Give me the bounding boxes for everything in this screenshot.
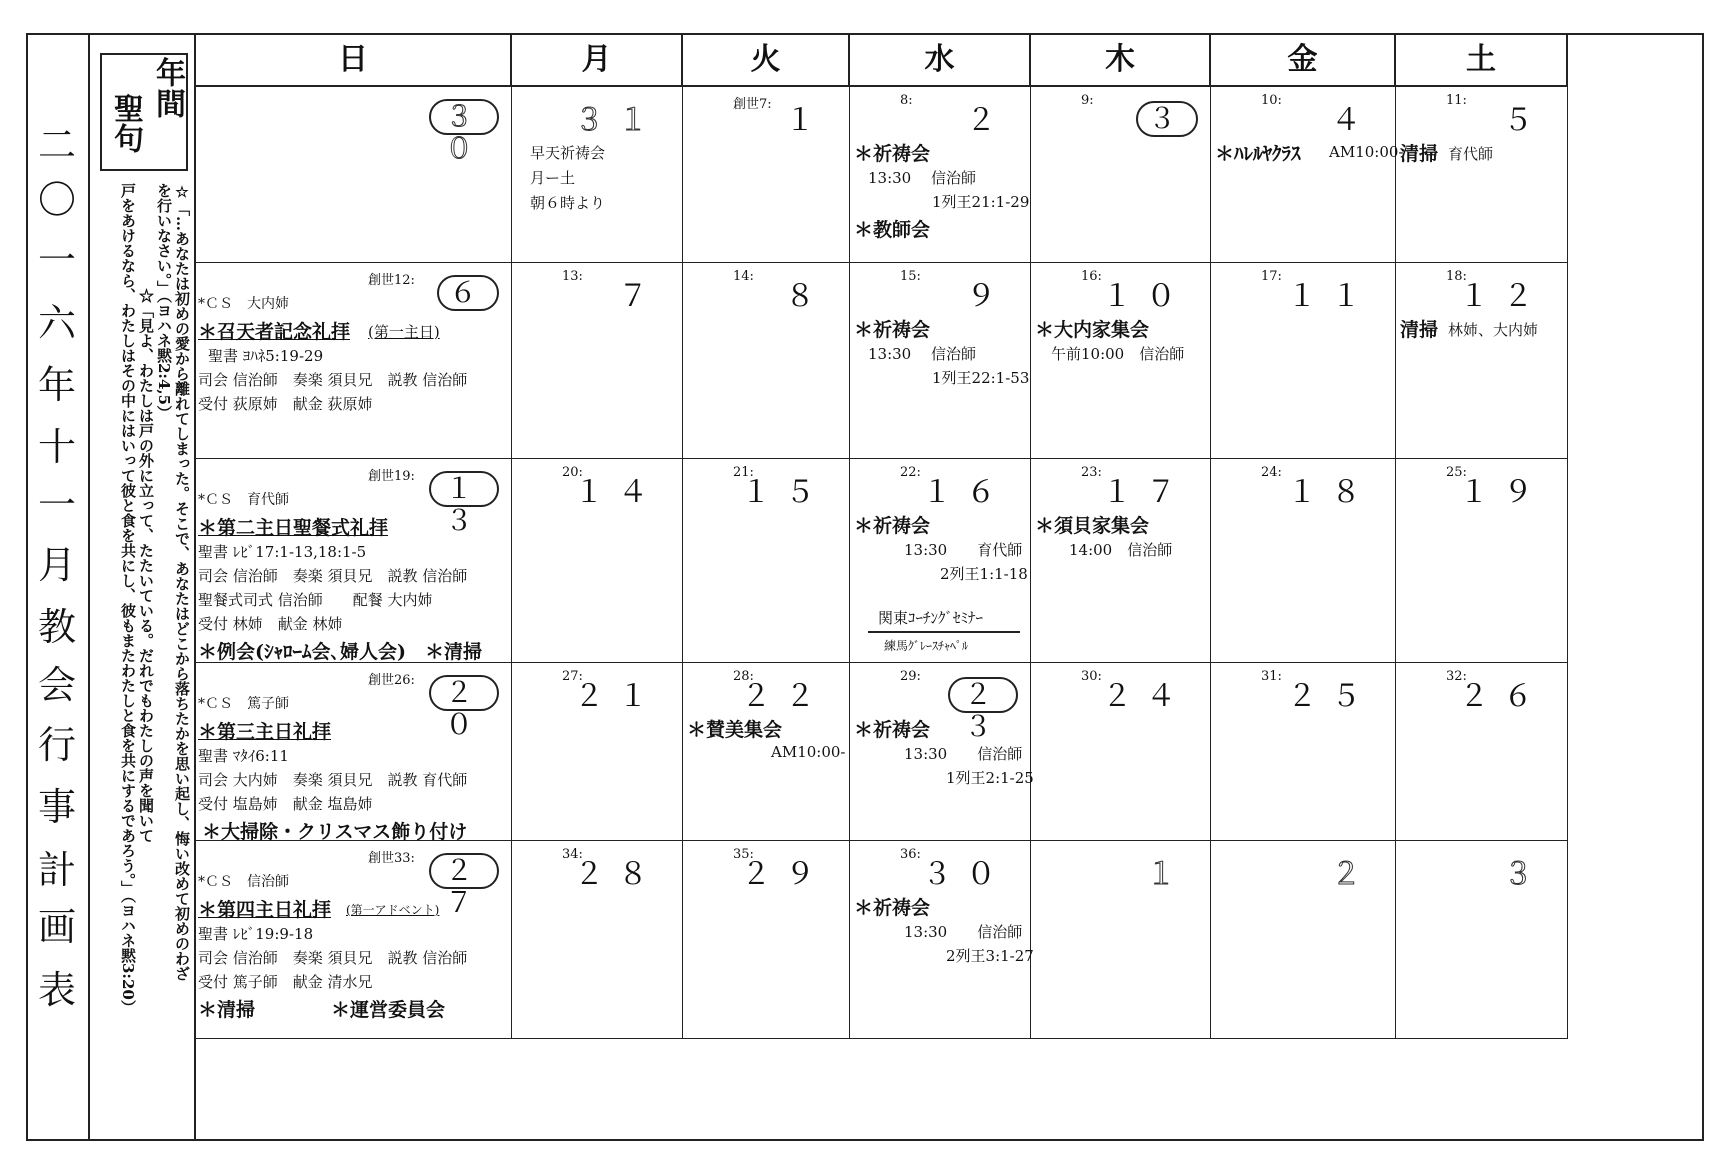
circled-date-number: ３ bbox=[1136, 101, 1198, 137]
day-cell bbox=[850, 663, 1034, 841]
day-cell bbox=[850, 841, 1034, 1039]
title-char: 六 bbox=[37, 301, 76, 345]
event-text: 聖書 ﾏﾀｲ6:11 bbox=[198, 747, 289, 765]
date-number: ５ bbox=[1503, 103, 1547, 138]
event-text: 司会 信治師 奏楽 須貝兄 説教 信治師 bbox=[198, 567, 468, 585]
circled-date-number: ２３ bbox=[948, 677, 1018, 713]
date-number: ３１ bbox=[574, 103, 662, 138]
day-cell bbox=[683, 459, 850, 663]
date-number: １１ bbox=[1287, 279, 1375, 314]
date-number: １９ bbox=[1459, 475, 1547, 510]
genesis-reading-label: 11: bbox=[1446, 93, 1467, 108]
date-number: ２４ bbox=[1102, 679, 1190, 714]
day-cell bbox=[683, 87, 850, 263]
event-text: 育代師 bbox=[1448, 145, 1494, 163]
day-cell bbox=[1211, 841, 1396, 1039]
day-cell bbox=[1211, 87, 1404, 263]
event-text: 1列王2:1-25 bbox=[946, 769, 1034, 787]
date-number: １ bbox=[1146, 857, 1190, 892]
event-text: 13:30 信治師 bbox=[868, 169, 976, 187]
date-number: １２ bbox=[1459, 279, 1547, 314]
date-number: ２ bbox=[966, 103, 1010, 138]
date-number: ９ bbox=[966, 279, 1010, 314]
event-text: (第一アドベント) bbox=[346, 903, 440, 917]
day-cell bbox=[1396, 663, 1568, 841]
verse-line-4: 戸をあけるなら、わたしはその中にはいって彼と食を共にし、彼もまたわたしと食を共にするであろう。」（ヨハネ黙3:20） bbox=[119, 183, 137, 1015]
date-number: ２６ bbox=[1459, 679, 1547, 714]
day-cell bbox=[683, 841, 850, 1039]
annual-verse-label bbox=[100, 53, 188, 171]
event-text: 聖書 ﾚﾋﾞ19:9-18 bbox=[198, 925, 314, 943]
genesis-reading-label: 22: bbox=[900, 465, 921, 480]
day-cell bbox=[512, 263, 683, 459]
event-text: *ＣＳ 育代師 bbox=[198, 492, 289, 508]
verse-line-2: を行いなさい。」（ヨハネ黙2:4,5） bbox=[155, 183, 173, 421]
day-cell bbox=[512, 663, 683, 841]
vertical-title bbox=[28, 35, 90, 1139]
event-text: 13:30 信治師 bbox=[904, 745, 1023, 763]
event-text: 清掃 bbox=[1400, 143, 1439, 165]
genesis-reading-label: 23: bbox=[1081, 465, 1102, 480]
genesis-reading-label: 9: bbox=[1081, 93, 1094, 108]
event-text: AM10:00- bbox=[771, 743, 846, 761]
date-number: １０ bbox=[1102, 279, 1190, 314]
event-text: 午前10:00 信治師 bbox=[1051, 345, 1185, 363]
date-number: ２８ bbox=[574, 857, 662, 892]
event-text: AM10:00- bbox=[1329, 143, 1404, 161]
circled-date-number: ６ bbox=[437, 275, 499, 311]
day-cell bbox=[512, 87, 683, 263]
day-cell bbox=[1396, 87, 1568, 263]
annual-verse-column bbox=[90, 35, 196, 1139]
event-text: 司会 大内姉 奏楽 須貝兄 説教 育代師 bbox=[198, 771, 468, 789]
event-text: ＊祈祷会 bbox=[854, 143, 931, 165]
genesis-reading-label: 28: bbox=[733, 669, 754, 684]
genesis-reading-label: 30: bbox=[1081, 669, 1102, 684]
day-cell bbox=[1031, 87, 1211, 263]
title-char: 教 bbox=[37, 605, 76, 649]
event-text: 受付 林姉 献金 林姉 bbox=[198, 615, 343, 633]
date-number: ３０ bbox=[922, 857, 1010, 892]
date-number: ３ bbox=[1503, 857, 1547, 892]
event-text: 聖書 ﾚﾋﾞ17:1-13,18:1-5 bbox=[198, 543, 367, 561]
day-cell bbox=[1031, 663, 1211, 841]
event-text: 受付 塩島姉 献金 塩島姉 bbox=[198, 795, 373, 813]
date-number: ２１ bbox=[574, 679, 662, 714]
day-cell bbox=[196, 263, 512, 459]
event-text: 13:30 育代師 bbox=[904, 541, 1023, 559]
weekday-header: 土 bbox=[1396, 35, 1568, 87]
day-cell bbox=[683, 663, 850, 841]
event-text: 14:00 信治師 bbox=[1069, 541, 1173, 559]
day-cell bbox=[1031, 459, 1211, 663]
date-number: ２９ bbox=[741, 857, 829, 892]
event-text: ＊召天者記念礼拝 bbox=[198, 321, 351, 343]
date-number: ２２ bbox=[741, 679, 829, 714]
genesis-reading-label: 16: bbox=[1081, 269, 1102, 284]
genesis-reading-label: 14: bbox=[733, 269, 754, 284]
event-text: 司会 信治師 奏楽 須貝兄 説教 信治師 bbox=[198, 949, 468, 967]
day-cell bbox=[850, 87, 1031, 263]
genesis-reading-label: 17: bbox=[1261, 269, 1282, 284]
weekday-header: 火 bbox=[683, 35, 850, 87]
event-text: 聖餐式司式 信治師 配餐 大内姉 bbox=[198, 591, 433, 609]
event-text: 1列王21:1-29 bbox=[932, 193, 1030, 211]
verse-line-3: ☆「見よ、わたしは戸の外に立って、たたいている。だれでもわたしの声を聞いて bbox=[137, 183, 155, 843]
event-text: ＊ﾊﾚﾙﾔｸﾗｽ bbox=[1215, 143, 1301, 165]
title-char: 事 bbox=[37, 785, 76, 829]
event-text: *ＣＳ 大内姉 bbox=[198, 296, 289, 312]
event-text: ＊第四主日礼拝 bbox=[198, 899, 332, 921]
weekday-header: 日 bbox=[196, 35, 512, 87]
weekday-header: 月 bbox=[512, 35, 683, 87]
event-text: ＊第三主日礼拝 bbox=[198, 721, 332, 743]
date-number: ７ bbox=[618, 279, 662, 314]
title-char: 〇 bbox=[37, 178, 76, 222]
event-text: 13:30 信治師 bbox=[904, 923, 1023, 941]
event-text: 早天祈祷会 bbox=[530, 144, 606, 162]
event-text: 司会 信治師 奏楽 須貝兄 説教 信治師 bbox=[198, 371, 468, 389]
title-char: 会 bbox=[37, 663, 76, 707]
genesis-reading-label: 13: bbox=[562, 269, 583, 284]
title-char: 一 bbox=[37, 238, 76, 282]
circled-date-number: ２０ bbox=[429, 675, 499, 711]
genesis-reading-label: 27: bbox=[562, 669, 583, 684]
genesis-reading-label: 創世19: bbox=[368, 469, 415, 484]
weekday-header: 水 bbox=[850, 35, 1031, 87]
genesis-reading-label: 36: bbox=[900, 847, 921, 862]
event-text: ＊大内家集会 bbox=[1035, 319, 1150, 341]
date-number: １ bbox=[785, 103, 829, 138]
event-text: 林姉、大内姉 bbox=[1448, 321, 1539, 339]
verse-label-year: 年間 bbox=[150, 57, 185, 119]
genesis-reading-label: 35: bbox=[733, 847, 754, 862]
calendar-frame bbox=[26, 33, 1704, 1141]
event-text: *ＣＳ 信治師 bbox=[198, 874, 289, 890]
calendar-grid bbox=[196, 35, 1702, 1139]
genesis-reading-label: 10: bbox=[1261, 93, 1282, 108]
weekday-header: 木 bbox=[1031, 35, 1211, 87]
date-number: ２ bbox=[1331, 857, 1375, 892]
event-text: 清掃 bbox=[1400, 319, 1439, 341]
event-text: 13:30 信治師 bbox=[868, 345, 976, 363]
event-text: ＊祈祷会 bbox=[854, 319, 931, 341]
event-text: 2列王3:1-27 bbox=[946, 947, 1034, 965]
event-text: ＊須貝家集会 bbox=[1035, 515, 1150, 537]
event-text: ＊第二主日聖餐式礼拝 bbox=[198, 517, 389, 539]
day-cell bbox=[850, 459, 1031, 663]
day-cell bbox=[1031, 263, 1211, 459]
circled-date-number: ３０ bbox=[429, 99, 499, 135]
day-cell bbox=[683, 263, 850, 459]
genesis-reading-label: 32: bbox=[1446, 669, 1467, 684]
event-text: 月ー土 bbox=[530, 169, 576, 187]
genesis-reading-label: 創世26: bbox=[368, 673, 415, 688]
event-text: 受付 荻原姉 献金 荻原姉 bbox=[198, 395, 373, 413]
genesis-reading-label: 創世33: bbox=[368, 851, 415, 866]
event-text: (第一主日) bbox=[368, 323, 440, 341]
event-text: 聖書 ﾖﾊﾈ5:19-29 bbox=[208, 347, 324, 365]
date-number: ４ bbox=[1331, 103, 1375, 138]
date-number: １７ bbox=[1102, 475, 1190, 510]
event-text: 関東ｺｰﾁﾝｸﾞｾﾐﾅｰ bbox=[878, 609, 984, 627]
date-number: １６ bbox=[922, 475, 1010, 510]
event-text: 1列王22:1-53 bbox=[932, 369, 1030, 387]
day-cell bbox=[1211, 459, 1396, 663]
circled-date-number: １３ bbox=[429, 471, 499, 507]
genesis-reading-label: 18: bbox=[1446, 269, 1467, 284]
day-cell bbox=[1211, 663, 1396, 841]
event-text: ＊例会(ｼｬﾛｰﾑ会､婦人会) ＊清掃 bbox=[198, 641, 482, 663]
event-text: ＊清掃 ＊運営委員会 bbox=[198, 999, 446, 1021]
day-cell bbox=[512, 459, 683, 663]
title-char: 計 bbox=[37, 848, 76, 892]
day-cell bbox=[1031, 841, 1211, 1039]
day-cell bbox=[196, 87, 512, 263]
event-text: ＊賛美集会 bbox=[687, 719, 783, 741]
day-cell bbox=[196, 459, 512, 663]
genesis-reading-label: 15: bbox=[900, 269, 921, 284]
event-text: ＊祈祷会 bbox=[854, 719, 931, 741]
title-char: 十 bbox=[37, 425, 76, 469]
title-char: 年 bbox=[37, 363, 76, 407]
genesis-reading-label: 21: bbox=[733, 465, 754, 480]
date-number: ８ bbox=[785, 279, 829, 314]
title-char: 行 bbox=[37, 723, 76, 767]
title-char: 一 bbox=[37, 483, 76, 527]
event-text: 受付 篤子師 献金 清水兄 bbox=[198, 973, 373, 991]
genesis-reading-label: 31: bbox=[1261, 669, 1282, 684]
day-cell bbox=[196, 841, 512, 1039]
date-number: ２５ bbox=[1287, 679, 1375, 714]
date-number: １８ bbox=[1287, 475, 1375, 510]
genesis-reading-label: 20: bbox=[562, 465, 583, 480]
event-text: *ＣＳ 篤子師 bbox=[198, 696, 289, 712]
event-text: 朝６時より bbox=[530, 194, 606, 212]
day-cell bbox=[1211, 263, 1396, 459]
genesis-reading-label: 29: bbox=[900, 669, 921, 684]
title-char: 表 bbox=[37, 968, 76, 1012]
genesis-reading-label: 8: bbox=[900, 93, 913, 108]
genesis-reading-label: 創世12: bbox=[368, 273, 415, 288]
event-text: 練馬ｸﾞﾚｰｽﾁｬﾍﾟﾙ bbox=[884, 639, 969, 653]
genesis-reading-label: 25: bbox=[1446, 465, 1467, 480]
title-char: 二 bbox=[37, 123, 76, 167]
title-char: 月 bbox=[37, 543, 76, 587]
genesis-reading-label: 34: bbox=[562, 847, 583, 862]
date-number: １５ bbox=[741, 475, 829, 510]
day-cell bbox=[1396, 459, 1568, 663]
verse-line-1: ☆「…あなたは初めの愛から離れてしまった。そこで、あなたはどこから落ちたかを思い起し、悔い改めて初めのわざ bbox=[173, 183, 191, 981]
weekday-header: 金 bbox=[1211, 35, 1396, 87]
event-text: ＊大掃除・クリスマス飾り付け bbox=[202, 821, 468, 843]
seminar-divider bbox=[868, 631, 1020, 633]
day-cell bbox=[1396, 841, 1568, 1039]
event-text: ＊教師会 bbox=[854, 219, 931, 241]
event-text: ＊祈祷会 bbox=[854, 515, 931, 537]
circled-date-number: ２７ bbox=[429, 853, 499, 889]
day-cell bbox=[512, 841, 683, 1039]
day-cell bbox=[1396, 263, 1568, 459]
verse-label-seiku: 聖句 bbox=[108, 93, 143, 153]
event-text: ＊祈祷会 bbox=[854, 897, 931, 919]
day-cell bbox=[196, 663, 512, 841]
day-cell bbox=[850, 263, 1031, 459]
genesis-reading-label: 創世7: bbox=[733, 97, 772, 112]
event-text: 2列王1:1-18 bbox=[940, 565, 1028, 583]
genesis-reading-label: 24: bbox=[1261, 465, 1282, 480]
title-char: 画 bbox=[37, 905, 76, 949]
date-number: １４ bbox=[574, 475, 662, 510]
